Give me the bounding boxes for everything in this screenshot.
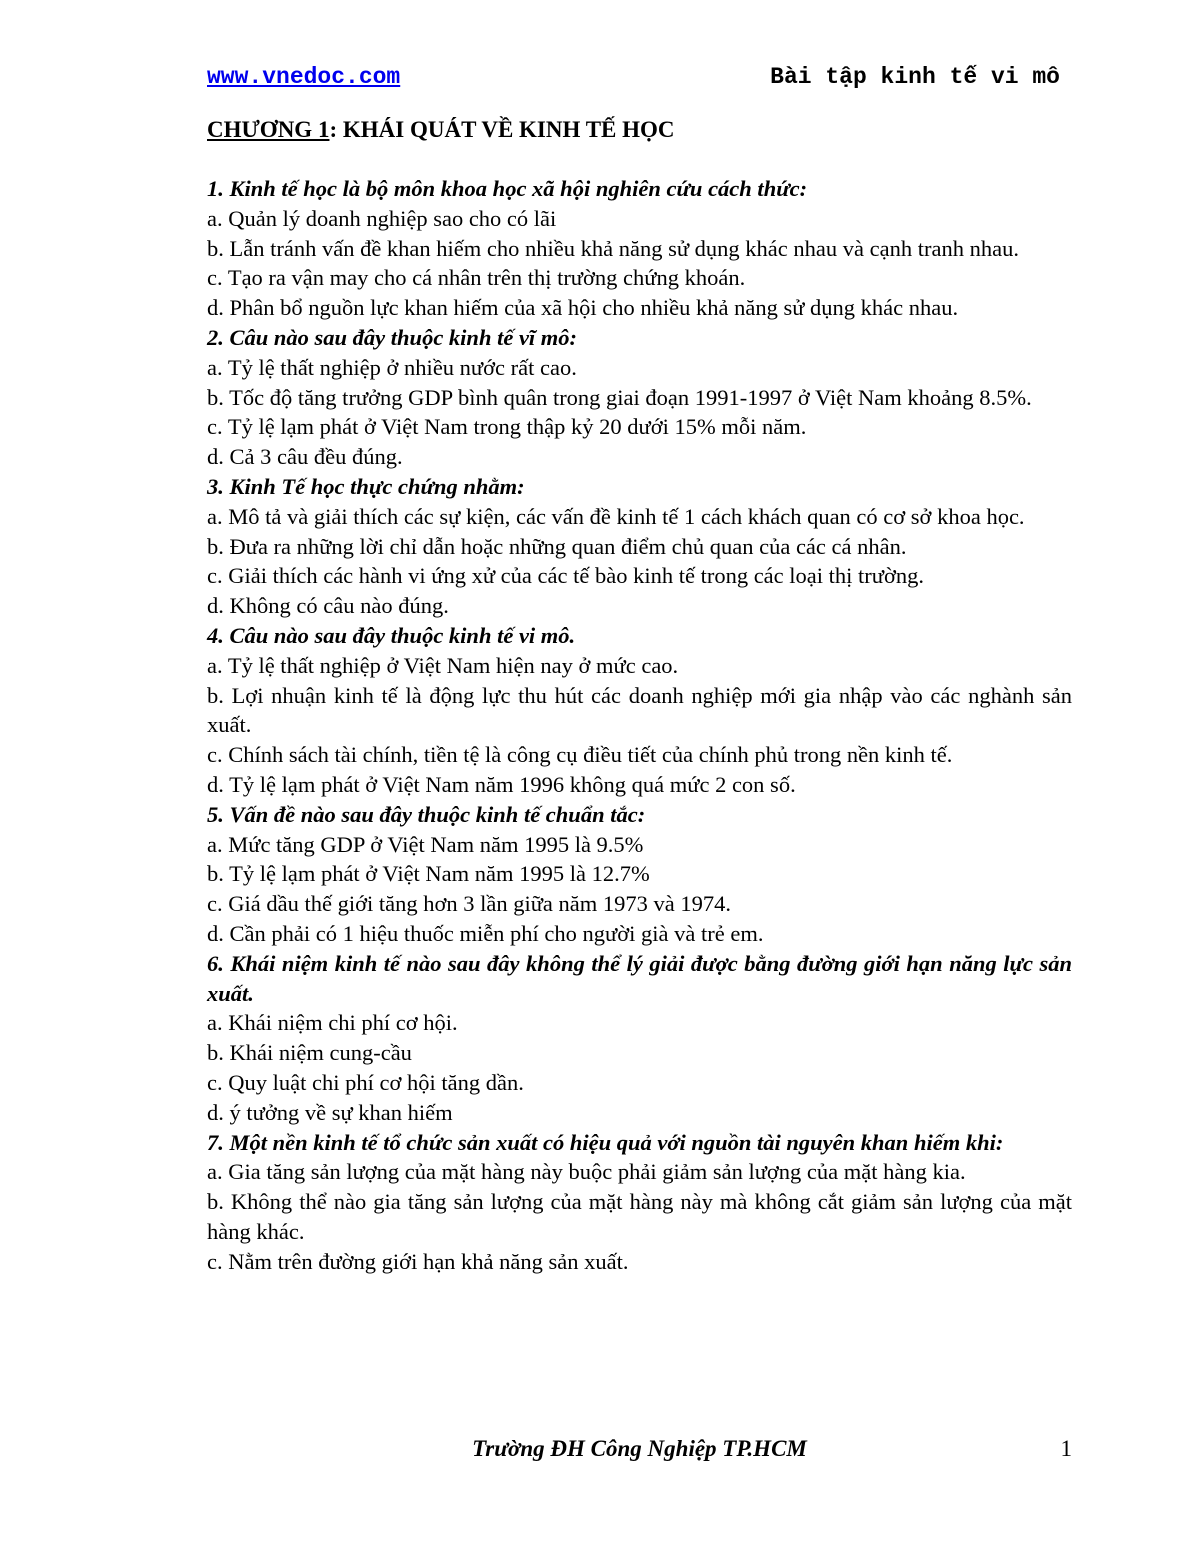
answer-option: c. Chính sách tài chính, tiền tệ là công cụ điều tiết của chính phủ trong nền kinh tế.: [207, 742, 953, 768]
chapter-number: CHƯƠNG 1: [207, 117, 330, 142]
answer-option: a. Mô tả và giải thích các sự kiện, các vấn đề kinh tế 1 cách khách quan có cơ sở khoa học.: [207, 503, 1025, 529]
site-link[interactable]: www.vnedoc.com: [207, 64, 401, 90]
question-text: 2. Câu nào sau đây thuộc kinh tế vĩ mô:: [207, 324, 578, 350]
question-text: 1. Kinh tế học là bộ môn khoa học xã hội nghiên cứu cách thức:: [207, 176, 808, 201]
answer-option: b. Lợi nhuận kinh tế là động lực thu hút các doanh nghiệp mới gia nhập vào các nghành sản xuất.: [207, 682, 1072, 738]
question-block: [207, 621, 1072, 800]
answer-option: b. Đưa ra những lời chỉ dẫn hoặc những quan điểm chủ quan của các cá nhân.: [207, 533, 907, 559]
answer-option: c. Giá dầu thế giới tăng hơn 3 lần giữa năm 1973 và 1974.: [207, 891, 732, 917]
answer-option: a. Quản lý doanh nghiệp sao cho có lãi: [207, 205, 557, 231]
answer-option: a. Mức tăng GDP ở Việt Nam năm 1995 là 9.5%: [207, 831, 644, 857]
page-footer: [207, 1436, 1072, 1468]
question-block: [207, 174, 1072, 323]
question-block: [207, 949, 1072, 1128]
answer-option: d. Cả 3 câu đều đúng.: [207, 444, 403, 470]
question-text: 7. Một nền kinh tế tổ chức sản xuất có hiệu quả với nguồn tài nguyên khan hiếm khi:: [207, 1129, 1004, 1155]
answer-option: b. Tốc độ tăng trưởng GDP bình quân trong giai đoạn 1991-1997 ở Việt Nam khoảng 8.5%.: [207, 384, 1032, 410]
question-block: [207, 323, 1072, 472]
answer-option: a. Gia tăng sản lượng của mặt hàng này buộc phải giảm sản lượng của mặt hàng kia.: [207, 1159, 966, 1185]
answer-option: c. Tỷ lệ lạm phát ở Việt Nam trong thập kỷ 20 dưới 15% mỗi năm.: [207, 414, 807, 440]
question-text: 6. Khái niệm kinh tế nào sau đây không thể lý giải được bằng đường giới hạn năng lực sản xuất.: [207, 950, 1072, 1006]
answer-option: c. Quy luật chi phí cơ hội tăng dần.: [207, 1069, 524, 1095]
question-text: 5. Vấn đề nào sau đây thuộc kinh tế chuẩn tắc:: [207, 801, 646, 827]
answer-option: d. Tỷ lệ lạm phát ở Việt Nam năm 1996 không quá mức 2 con số.: [207, 771, 796, 797]
answer-option: d. ý tưởng về sự khan hiếm: [207, 1099, 453, 1125]
answer-option: d. Cần phải có 1 hiệu thuốc miễn phí cho người già và trẻ em.: [207, 920, 764, 946]
answer-option: c. Nằm trên đường giới hạn khả năng sản xuất.: [207, 1248, 629, 1274]
question-block: [207, 1128, 1072, 1277]
chapter-title: KHÁI QUÁT VỀ KINH TẾ HỌC: [342, 117, 675, 142]
answer-option: c. Giải thích các hành vi ứng xử của các tế bào kinh tế trong các loại thị trường.: [207, 563, 924, 589]
footer-school: Trường ĐH Công Nghiệp TP.HCM: [472, 1436, 807, 1461]
question-text: 4. Câu nào sau đây thuộc kinh tế vi mô.: [207, 622, 576, 648]
answer-option: c. Tạo ra vận may cho cá nhân trên thị trường chứng khoán.: [207, 265, 746, 291]
answer-option: a. Khái niệm chi phí cơ hội.: [207, 1010, 458, 1036]
chapter-heading: [207, 114, 1072, 146]
chapter-separator: :: [329, 117, 343, 142]
page-number: 1: [1060, 1436, 1072, 1461]
question-text: 3. Kinh Tế học thực chứng nhằm:: [207, 473, 525, 499]
document-body: [207, 114, 1072, 1276]
answer-option: d. Không có câu nào đúng.: [207, 593, 449, 619]
question-block: [207, 472, 1072, 621]
answer-option: b. Tỷ lệ lạm phát ở Việt Nam năm 1995 là 12.7%: [207, 861, 650, 887]
answer-option: b. Không thể nào gia tăng sản lượng của mặt hàng này mà không cắt giảm sản lượng của mặt hàng khác.: [207, 1189, 1072, 1244]
header-title: Bài tập kinh tế vi mô: [770, 64, 1060, 90]
answer-option: a. Tỷ lệ thất nghiệp ở nhiều nước rất cao.: [207, 354, 577, 380]
question-block: [207, 800, 1072, 949]
answer-option: b. Lẫn tránh vấn đề khan hiếm cho nhiều khả năng sử dụng khác nhau và cạnh tranh nhau.: [207, 235, 1019, 261]
answer-option: a. Tỷ lệ thất nghiệp ở Việt Nam hiện nay ở mức cao.: [207, 652, 679, 678]
answer-option: b. Khái niệm cung-cầu: [207, 1040, 412, 1066]
page-header: [207, 64, 1060, 100]
answer-option: d. Phân bổ nguồn lực khan hiếm của xã hội cho nhiều khả năng sử dụng khác nhau.: [207, 295, 959, 321]
